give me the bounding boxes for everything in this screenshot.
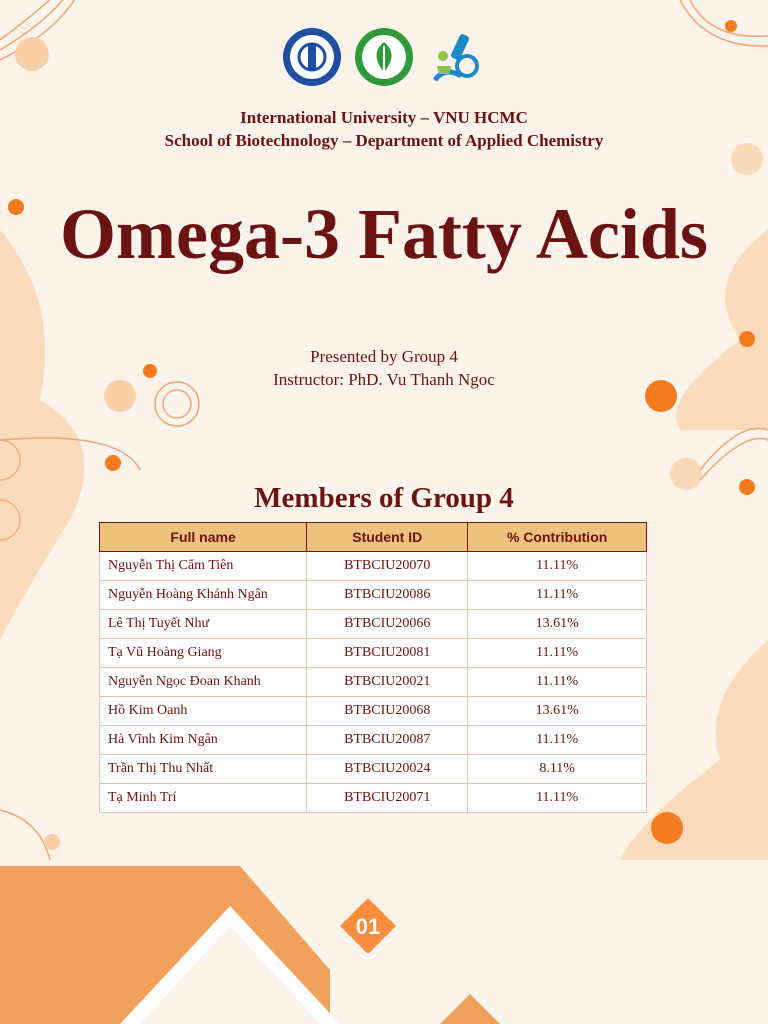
institution-header — [0, 106, 768, 152]
section-number-text: 01 — [355, 914, 381, 939]
presentation-info — [0, 345, 768, 391]
table-row — [100, 610, 647, 639]
table-row — [100, 755, 647, 784]
table-row — [100, 581, 647, 610]
member-contribution: 8.11% — [468, 755, 647, 784]
column-header-full-name: Full name — [100, 523, 307, 552]
member-name: Nguyễn Thị Cẩm Tiên — [100, 552, 307, 581]
member-contribution: 13.61% — [468, 697, 647, 726]
table-row — [100, 726, 647, 755]
member-name: Tạ Vũ Hoàng Giang — [100, 639, 307, 668]
table-row — [100, 697, 647, 726]
logo-row — [0, 26, 768, 88]
member-name: Trần Thị Thu Nhất — [100, 755, 307, 784]
member-name: Tạ Minh Trí — [100, 784, 307, 813]
member-student-id: BTBCIU20068 — [307, 697, 468, 726]
members-table — [99, 522, 647, 813]
table-header-row — [100, 523, 647, 552]
member-student-id: BTBCIU20087 — [307, 726, 468, 755]
member-name: Hồ Kim Oanh — [100, 697, 307, 726]
page-title: Omega-3 Fatty Acids — [60, 194, 708, 274]
column-header-contribution: % Contribution — [468, 523, 647, 552]
table-row — [100, 784, 647, 813]
presenter-text: Presented by Group 4 — [310, 347, 458, 366]
member-student-id: BTBCIU20024 — [307, 755, 468, 784]
member-student-id: BTBCIU20021 — [307, 668, 468, 697]
university-name: International University – VNU HCMC — [240, 108, 528, 127]
member-contribution: 11.11% — [468, 552, 647, 581]
instructor-text: Instructor: PhD. Vu Thanh Ngoc — [273, 370, 495, 389]
biotechnology-school-logo-icon — [353, 26, 415, 88]
member-contribution: 13.61% — [468, 610, 647, 639]
member-contribution: 11.11% — [468, 784, 647, 813]
member-contribution: 11.11% — [468, 639, 647, 668]
member-name: Nguyễn Ngọc Đoan Khanh — [100, 668, 307, 697]
member-student-id: BTBCIU20070 — [307, 552, 468, 581]
member-student-id: BTBCIU20086 — [307, 581, 468, 610]
member-name: Nguyễn Hoàng Khánh Ngân — [100, 581, 307, 610]
member-name: Hà Vĩnh Kim Ngân — [100, 726, 307, 755]
member-student-id: BTBCIU20081 — [307, 639, 468, 668]
table-row — [100, 639, 647, 668]
member-name: Lê Thị Tuyết Như — [100, 610, 307, 639]
chemistry-department-logo-icon — [425, 26, 487, 88]
school-department-name: School of Biotechnology – Department of Applied Chemistry — [164, 131, 604, 150]
member-student-id: BTBCIU20066 — [307, 610, 468, 639]
member-student-id: BTBCIU20071 — [307, 784, 468, 813]
member-contribution: 11.11% — [468, 668, 647, 697]
table-row — [100, 552, 647, 581]
university-logo-icon — [281, 26, 343, 88]
member-contribution: 11.11% — [468, 581, 647, 610]
section-number-badge — [340, 898, 396, 954]
table-row — [100, 668, 647, 697]
member-contribution: 11.11% — [468, 726, 647, 755]
members-heading: Members of Group 4 — [254, 482, 514, 514]
column-header-student-id: Student ID — [307, 523, 468, 552]
